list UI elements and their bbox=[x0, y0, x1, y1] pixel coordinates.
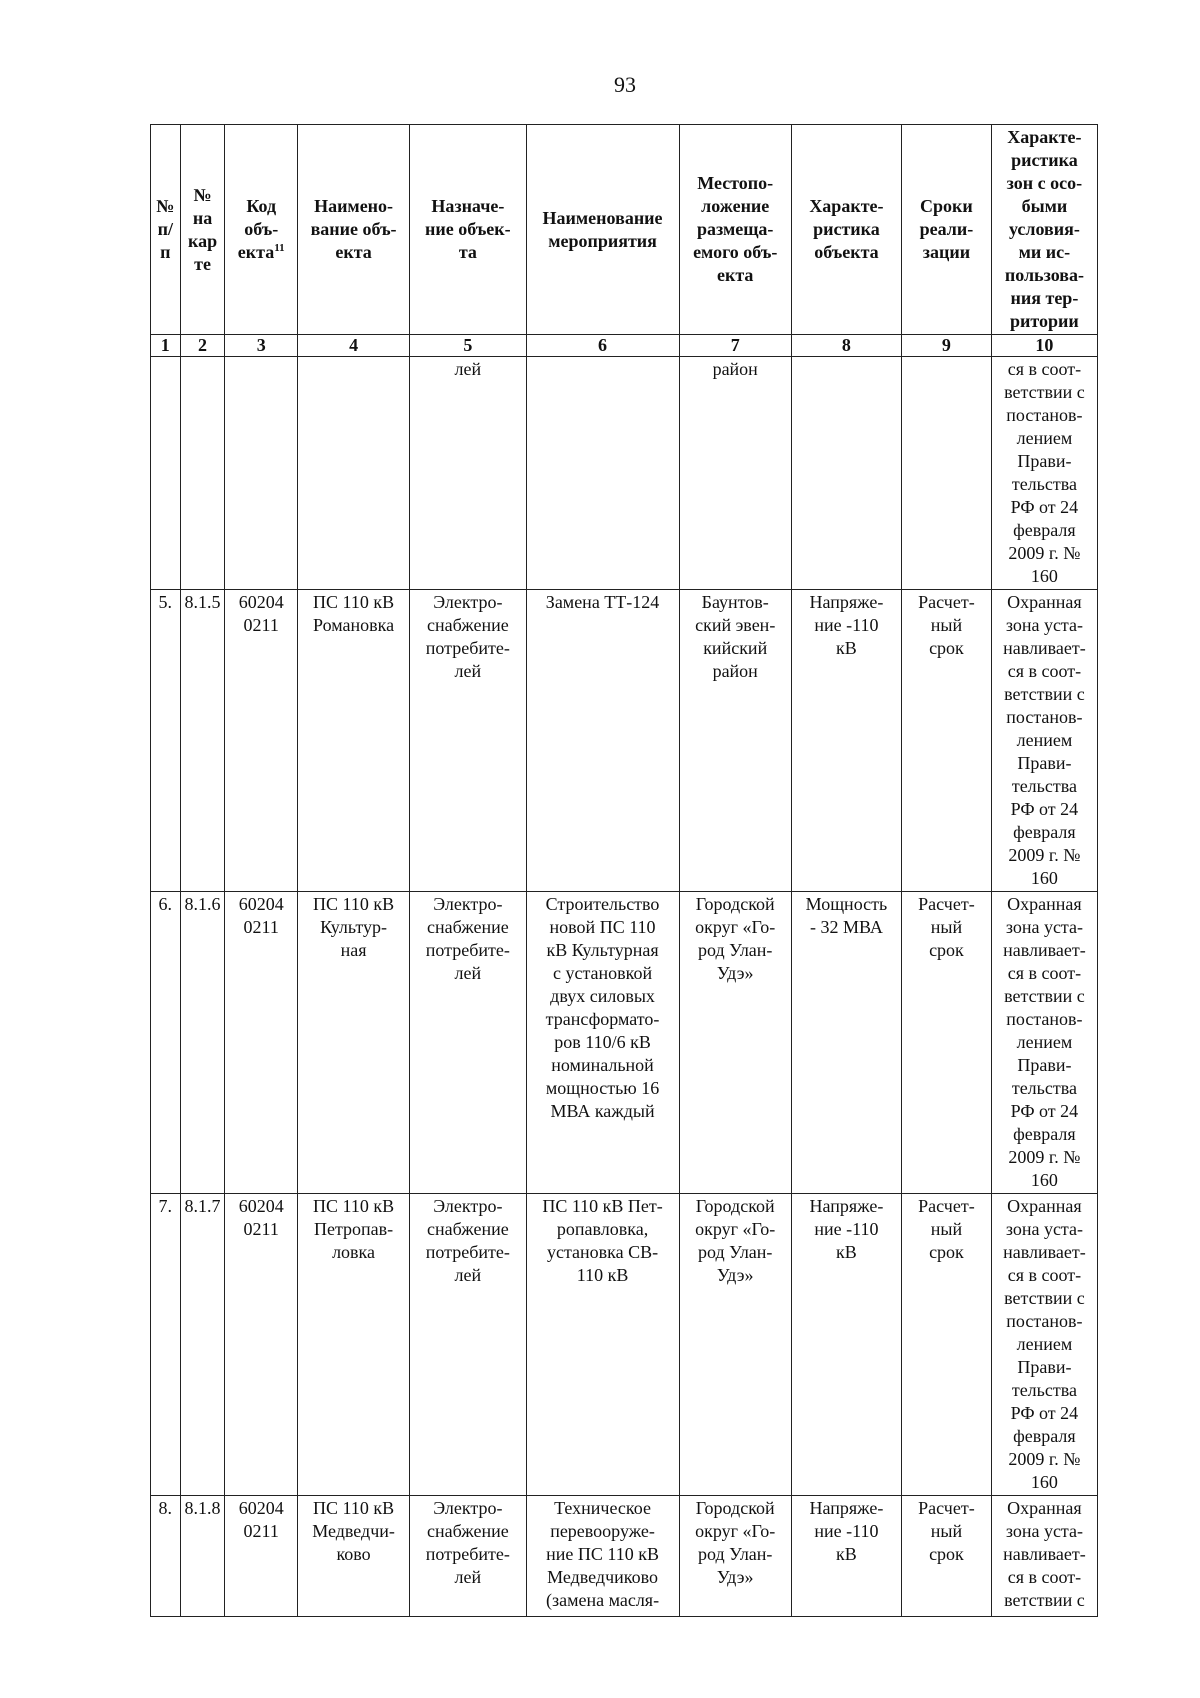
header-row-number: № п/ п bbox=[151, 125, 181, 335]
table-cell bbox=[526, 357, 679, 590]
zones-cell: Охранная зона уста- навливает- ся в соот- ветствии с постанов- лением Прави- тельства РФ от 24 февраля 2009 г. № 160 bbox=[991, 1194, 1097, 1496]
characteristic-cell: Мощность - 32 МВА bbox=[791, 892, 901, 1194]
column-index: 10 bbox=[991, 335, 1097, 357]
table-cell: ся в соот- ветствии с постанов- лением Прави- тельства РФ от 24 февраля 2009 г. № 160 bbox=[991, 357, 1097, 590]
object-purpose-cell: Электро- снабжение потребите- лей bbox=[410, 590, 526, 892]
characteristic-cell: Напряже- ние -110 кВ bbox=[791, 1496, 901, 1617]
table-header-row bbox=[151, 125, 1098, 335]
header-measure-name: Наименование мероприятия bbox=[526, 125, 679, 335]
location-cell: Баунтов- ский эвен- кийский район bbox=[679, 590, 791, 892]
header-location: Местопо- ложение размеща- емого объ- екта bbox=[679, 125, 791, 335]
row-number-cell: 6. bbox=[151, 892, 181, 1194]
location-cell: Городской округ «Го- род Улан- Удэ» bbox=[679, 1496, 791, 1617]
map-number-cell: 8.1.7 bbox=[180, 1194, 225, 1496]
header-object-code: Код объ- екта$^{11}$ bbox=[225, 125, 297, 335]
object-code-cell: 60204 0211 bbox=[225, 892, 297, 1194]
table-row bbox=[151, 1496, 1098, 1617]
row-number-cell: 5. bbox=[151, 590, 181, 892]
table-cell bbox=[180, 357, 225, 590]
term-cell: Расчет- ный срок bbox=[902, 590, 992, 892]
column-index: 1 bbox=[151, 335, 181, 357]
measure-cell: ПС 110 кВ Пет- ропавловка, установка СВ- 110 кВ bbox=[526, 1194, 679, 1496]
header-map-number: № на кар те bbox=[180, 125, 225, 335]
location-cell: Городской округ «Го- род Улан- Удэ» bbox=[679, 892, 791, 1194]
column-index: 6 bbox=[526, 335, 679, 357]
object-purpose-cell: Электро- снабжение потребите- лей bbox=[410, 1496, 526, 1617]
object-code-cell: 60204 0211 bbox=[225, 1194, 297, 1496]
characteristic-cell: Напряже- ние -110 кВ bbox=[791, 590, 901, 892]
object-name-cell: ПС 110 кВ Петропав- ловка bbox=[297, 1194, 409, 1496]
continuation-row bbox=[151, 357, 1098, 590]
table-row bbox=[151, 1194, 1098, 1496]
column-index: 7 bbox=[679, 335, 791, 357]
table-cell bbox=[151, 357, 181, 590]
table-cell bbox=[902, 357, 992, 590]
object-name-cell: ПС 110 кВ Медведчи- ково bbox=[297, 1496, 409, 1617]
header-object-purpose: Назначе- ние объек- та bbox=[410, 125, 526, 335]
object-purpose-cell: Электро- снабжение потребите- лей bbox=[410, 892, 526, 1194]
table-cell: лей bbox=[410, 357, 526, 590]
column-index: 4 bbox=[297, 335, 409, 357]
page-number: 93 bbox=[614, 72, 636, 97]
table-cell bbox=[297, 357, 409, 590]
map-number-cell: 8.1.8 bbox=[180, 1496, 225, 1617]
objects-table bbox=[150, 124, 1098, 1617]
object-purpose-cell: Электро- снабжение потребите- лей bbox=[410, 1194, 526, 1496]
column-index: 8 bbox=[791, 335, 901, 357]
zones-cell: Охранная зона уста- навливает- ся в соот- ветствии с bbox=[991, 1496, 1097, 1617]
zones-cell: Охранная зона уста- навливает- ся в соот- ветствии с постанов- лением Прави- тельства РФ от 24 февраля 2009 г. № 160 bbox=[991, 590, 1097, 892]
zones-cell: Охранная зона уста- навливает- ся в соот- ветствии с постанов- лением Прави- тельства РФ от 24 февраля 2009 г. № 160 bbox=[991, 892, 1097, 1194]
column-index-row bbox=[151, 335, 1098, 357]
header-zones: Характе- ристика зон с осо- быми условия- ми ис- пользова- ния тер- ритории bbox=[991, 125, 1097, 335]
measure-cell: Строительство новой ПС 110 кВ Культурная с установкой двух силовых трансформато- ров 110/6 кВ номинальной мощностью 16 МВА каждый bbox=[526, 892, 679, 1194]
measure-cell: Замена ТТ-124 bbox=[526, 590, 679, 892]
table-cell bbox=[225, 357, 297, 590]
object-code-cell: 60204 0211 bbox=[225, 590, 297, 892]
term-cell: Расчет- ный срок bbox=[902, 892, 992, 1194]
table-row bbox=[151, 590, 1098, 892]
object-name-cell: ПС 110 кВ Романовка bbox=[297, 590, 409, 892]
column-index: 2 bbox=[180, 335, 225, 357]
object-code-cell: 60204 0211 bbox=[225, 1496, 297, 1617]
column-index: 3 bbox=[225, 335, 297, 357]
term-cell: Расчет- ный срок bbox=[902, 1194, 992, 1496]
footnote-mark: 11 bbox=[274, 242, 285, 254]
table-cell bbox=[791, 357, 901, 590]
row-number-cell: 7. bbox=[151, 1194, 181, 1496]
column-index: 5 bbox=[410, 335, 526, 357]
header-characteristic: Характе- ристика объекта bbox=[791, 125, 901, 335]
table-cell: район bbox=[679, 357, 791, 590]
location-cell: Городской округ «Го- род Улан- Удэ» bbox=[679, 1194, 791, 1496]
map-number-cell: 8.1.6 bbox=[180, 892, 225, 1194]
map-number-cell: 8.1.5 bbox=[180, 590, 225, 892]
measure-cell: Техническое перевооруже- ние ПС 110 кВ Медведчиково (замена масля- bbox=[526, 1496, 679, 1617]
row-number-cell: 8. bbox=[151, 1496, 181, 1617]
table-row bbox=[151, 892, 1098, 1194]
object-name-cell: ПС 110 кВ Культур- ная bbox=[297, 892, 409, 1194]
term-cell: Расчет- ный срок bbox=[902, 1496, 992, 1617]
header-object-name: Наимено- вание объ- екта bbox=[297, 125, 409, 335]
characteristic-cell: Напряже- ние -110 кВ bbox=[791, 1194, 901, 1496]
header-terms: Сроки реали- зации bbox=[902, 125, 992, 335]
column-index: 9 bbox=[902, 335, 992, 357]
